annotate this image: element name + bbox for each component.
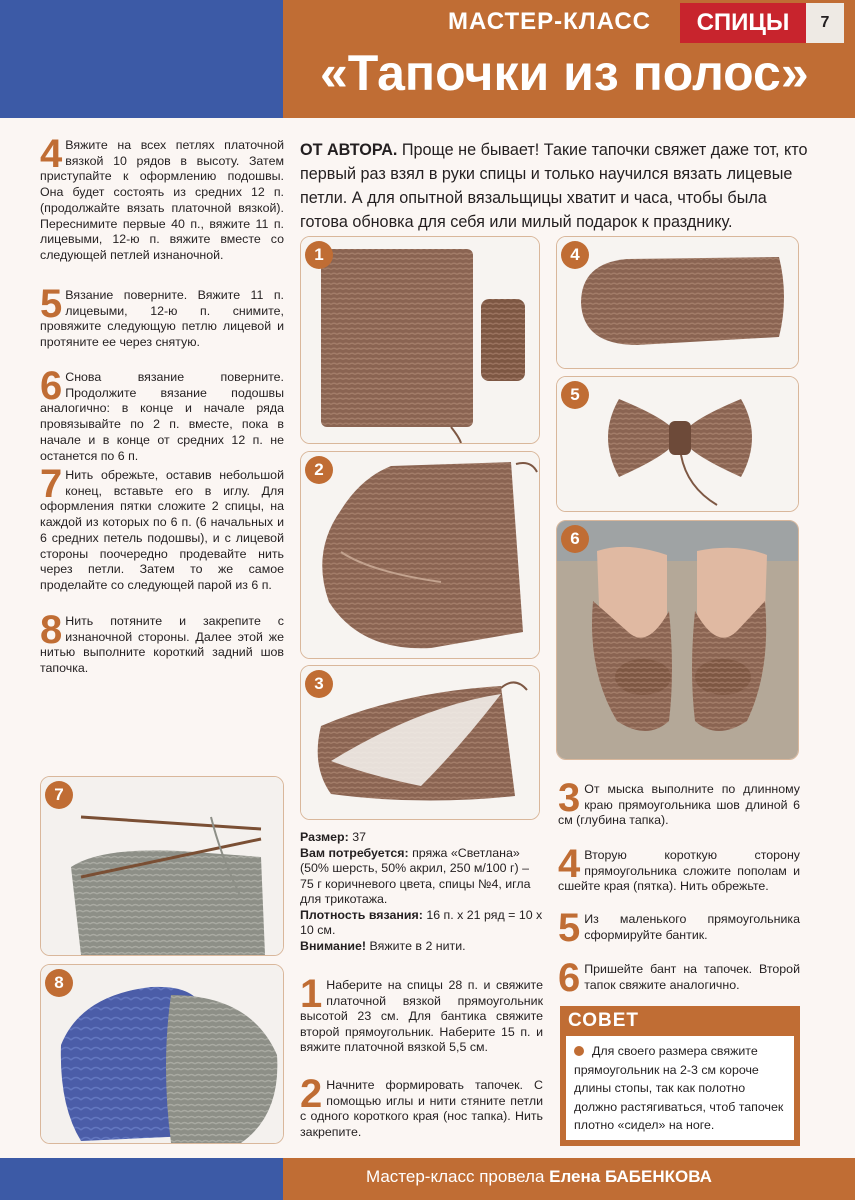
photo-frame-7 (40, 776, 284, 956)
step-6-assembly (558, 956, 800, 1000)
step-7 (40, 462, 284, 594)
attention-value: Вяжите в 2 нити. (366, 938, 466, 953)
step-text: Вязание поверните. Вяжите 11 п. лицевыми, 12-ю п. снимите, провяжите следующую петлю лицевой и протяните ее через снятую. (40, 288, 284, 350)
bow-image (557, 377, 799, 512)
step-5 (40, 282, 284, 351)
photo-number-badge: 5 (561, 381, 589, 409)
step-5-assembly (558, 906, 800, 950)
density-label: Плотность вязания: (300, 907, 423, 922)
size-value: 37 (348, 830, 366, 844)
step-number: 6 (40, 364, 63, 408)
knitted-rectangles-image (301, 237, 540, 444)
bullet-icon (574, 1046, 584, 1056)
materials-block (300, 830, 543, 954)
photo-number-badge: 2 (305, 456, 333, 484)
page-number: 7 (806, 3, 844, 43)
step-text: Из маленького прямоугольника сформируйте бантик. (584, 912, 800, 942)
tip-body (566, 1036, 794, 1140)
photo-frame-3 (300, 665, 540, 820)
photo-number-badge: 3 (305, 670, 333, 698)
header-kicker: МАСТЕР-КЛАСС (448, 8, 652, 35)
step-number: 7 (40, 462, 63, 506)
gathered-toe-image (301, 452, 540, 659)
header-blue-band (0, 0, 283, 118)
step-number: 8 (40, 608, 63, 652)
author-note (300, 138, 810, 234)
slippers-on-feet-image (557, 521, 799, 760)
step-text: Наберите на спицы 28 п. и свяжите платочной вязкой прямоугольник высотой 23 см. Для бантика свяжите второй прямоугольник. Наберите 15 п. и вяжите платочной вязкой 5,5 см. (300, 978, 543, 1054)
step-text: От мыска выполните по длинному краю прямоугольника шов длиной 6 см (глубина тапка). (558, 782, 800, 827)
step-text: Вяжите на всех петлях платочной вязкой 10 рядов в высоту. Затем приступайте к оформлению подошвы. Она будет состоять из средних 12 п. (продолжайте вязать платочной вязкой). Переснимите первые 40 п., вяжите 11 п. лицевыми, 12-ю п. вяжите вместе со следующей петлей изнаночной. (40, 138, 284, 262)
step-number: 4 (558, 842, 581, 886)
author-text: Проще не бывает! Такие тапочки свяжет даже тот, кто первый раз взял в руки спицы и только научился вязать лицевые петли. А для опытной вязальщицы хватит и часа, чтобы была готова обновка для себя или милый подарок к празднику. (300, 141, 808, 231)
photo-frame-5 (556, 376, 799, 512)
section-label: СПИЦЫ (680, 3, 806, 43)
step-4-assembly (558, 842, 800, 895)
page-title: «Тапочки из полос» (320, 45, 809, 101)
tip-title: СОВЕТ (568, 1010, 640, 1031)
step-8 (40, 608, 284, 677)
tip-text: Для своего размера свяжите прямоугольник на 2-3 см короче длины стопы, так как полотно должно растягиваться, чтоб тапочек плотно «сидел» на ноге. (574, 1044, 784, 1132)
photo-frame-2 (300, 451, 540, 659)
heel-seam-image (41, 965, 284, 1144)
step-number: 3 (558, 776, 581, 820)
size-label: Размер: (300, 830, 349, 844)
author-label: ОТ АВТОРА. (300, 141, 398, 159)
step-1 (300, 972, 543, 1056)
footer-author: Елена БАБЕНКОВА (549, 1167, 712, 1186)
step-number: 6 (558, 956, 581, 1000)
step-number: 5 (40, 282, 63, 326)
photo-frame-8 (40, 964, 284, 1144)
photo-number-badge: 8 (45, 969, 73, 997)
photo-frame-4 (556, 236, 799, 369)
photo-number-badge: 1 (305, 241, 333, 269)
photo-number-badge: 4 (561, 241, 589, 269)
step-3 (558, 776, 800, 829)
step-4 (40, 132, 284, 264)
photo-frame-1 (300, 236, 540, 444)
step-text: Начните формировать тапочек. С помощью иглы и нити стяните петли с одного короткого края (нос тапка). Нить закрепите. (300, 1078, 543, 1139)
slipper-side-image (557, 237, 799, 369)
density-value: 16 п. x 21 ряд = 10 x 10 см. (300, 907, 543, 937)
photo-frame-6 (556, 520, 799, 760)
sewn-side-image (301, 666, 540, 820)
need-value: пряжа «Светлана» (50% шерсть, 50% акрил, 250 м/100 г) – 75 г коричневого цвета, спицы №4, игла для трикотажа. (300, 845, 531, 906)
step-6 (40, 364, 284, 464)
step-number: 2 (300, 1072, 323, 1116)
step-text: Пришейте бант на тапочек. Второй тапок свяжите аналогично. (584, 962, 800, 992)
step-text: Нить обрежьте, оставив небольшой конец, вставьте его в иглу. Для оформления пятки сложите 2 спицы, на каждой из которых по 6 п. (6 начальных и 6 средних петель подошвы), и с лицевой стороны поочередно продевайте нить через петли. Затем то же самое проделайте со следующей парой из 6 п. (40, 468, 284, 592)
step-2 (300, 1072, 543, 1140)
step-text: Нить потяните и закрепите с изнаночной стороны. Далее этой же нитью выполните короткий задний шов тапочка. (40, 614, 284, 676)
step-text: Снова вязание поверните. Продолжите вязание подошвы аналогично: в конце и начале ряда провязывайте по 2 п. вместе, пока в начале и в конце от средних 12 п. не останется по 6 п. (40, 370, 284, 463)
step-number: 5 (558, 906, 581, 950)
attention-label: Внимание! (300, 938, 367, 953)
footer-blue-band (0, 1158, 283, 1200)
footer-credit (366, 1167, 712, 1187)
step-number: 1 (300, 972, 323, 1016)
step-number: 4 (40, 132, 63, 176)
heel-needles-image (41, 777, 284, 956)
need-label: Вам потребуется: (300, 845, 409, 860)
step-text: Вторую короткую сторону прямоугольника сложите пополам и сшейте края (пятка). Нить обрежьте. (558, 848, 800, 893)
footer-prefix: Мастер-класс провела (366, 1167, 550, 1186)
tip-box (560, 1006, 800, 1146)
photo-number-badge: 6 (561, 525, 589, 553)
photo-number-badge: 7 (45, 781, 73, 809)
